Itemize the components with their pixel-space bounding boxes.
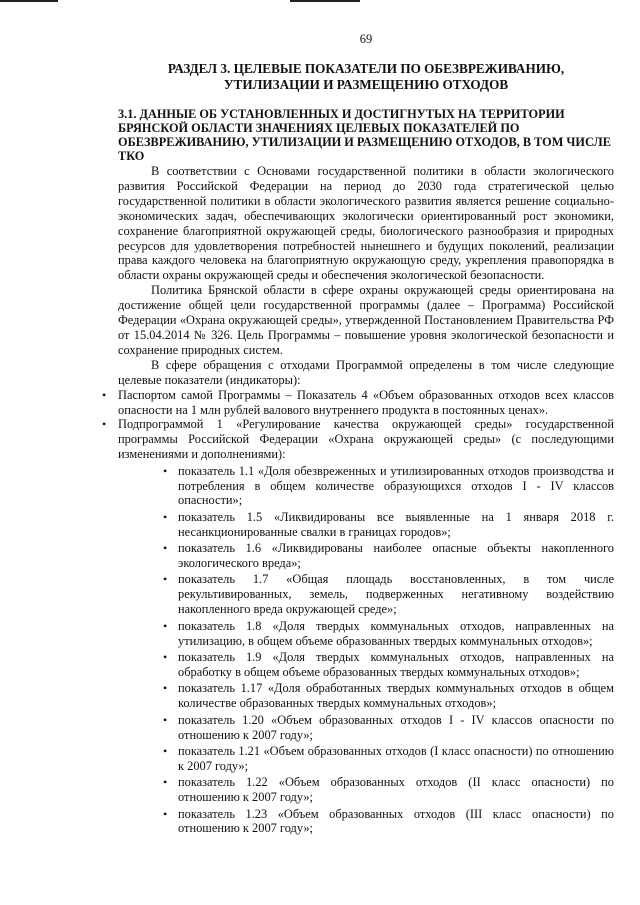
sub-list-item	[163, 541, 614, 571]
paragraph-policy: Политика Брянской области в сфере охраны окружающей среды ориентирована на достижение общей цели государственной программы (далее – Программа) Российской Федерации «Охрана окружающей среды», утвержденной Постановлением Правительства РФ от 15.04.2014 № 326. Цель Программы – повышение уровня экологической безопасности и сохранение природных систем.	[118, 283, 614, 357]
document-page	[102, 32, 614, 836]
list-item	[102, 388, 614, 418]
bullet-icon: •	[163, 572, 168, 587]
main-bullet-list	[102, 387, 614, 837]
sub-list-item	[163, 650, 614, 680]
indicator-text: показатель 1.7 «Общая площадь восстановленных, в том числе рекультивированных, земель, подверженных негативному воздействию накопленного вреда окружающей среде»;	[178, 572, 614, 617]
subsection-title: 3.1. ДАННЫЕ ОБ УСТАНОВЛЕННЫХ И ДОСТИГНУТЫХ НА ТЕРРИТОРИИ БРЯНСКОЙ ОБЛАСТИ ЗНАЧЕНИЯХ ЦЕЛЕВЫХ ПОКАЗАТЕЛЕЙ ПО ОБЕЗВРЕЖИВАНИЮ, УТИЛИЗАЦИИ И РАЗМЕЩЕНИЮ ОТХОДОВ, В ТОМ ЧИСЛЕ ТКО	[118, 107, 611, 163]
sub-list-item	[163, 713, 614, 743]
indicator-text: показатель 1.9 «Доля твердых коммунальных отходов, направленных на обработку в общем объеме образованных твердых коммунальных отходов»;	[178, 650, 614, 679]
indicator-text: показатель 1.1 «Доля обезвреженных и утилизированных отходов производства и потребления в общем количестве образующихся отходов I - IV классов опасности»;	[178, 463, 614, 508]
indicator-text: показатель 1.6 «Ликвидированы наиболее опасные объекты накопленного экологического вреда»;	[178, 541, 614, 571]
page-number: 69	[359, 32, 373, 46]
sub-list-item	[163, 744, 614, 774]
sub-list-item	[163, 807, 614, 837]
sub-list-item	[163, 619, 614, 649]
scan-artifact-line	[290, 0, 360, 2]
section-title: РАЗДЕЛ 3. ЦЕЛЕВЫЕ ПОКАЗАТЕЛИ ПО ОБЕЗВРЕЖИВАНИЮ, УТИЛИЗАЦИИ И РАЗМЕЩЕНИЮ ОТХОДОВ	[167, 61, 565, 92]
bullet-icon: •	[163, 681, 168, 696]
sub-list-item	[163, 775, 614, 805]
list-item-text: Паспортом самой Программы – Показатель 4 «Объем образованных отходов всех классов опасности на 1 млн рублей валового внутреннего продукта в постоянных ценах».	[118, 387, 614, 417]
bullet-icon: •	[163, 775, 168, 790]
bullet-icon: •	[102, 387, 107, 402]
indicator-text: показатель 1.21 «Объем образованных отходов (I класс опасности) по отношению к 2007 году»;	[178, 743, 614, 773]
bullet-icon: •	[163, 743, 168, 758]
sub-list-item	[163, 572, 614, 617]
indicator-text: показатель 1.17 «Доля обработанных твердых коммунальных отходов в общем количестве образованных твердых коммунальных отходов»;	[178, 681, 614, 711]
bullet-icon: •	[163, 650, 168, 664]
indicator-text: показатель 1.5 «Ликвидированы все выявленные на 1 января 2018 г. несанкционированные свалки в границах городов»;	[178, 509, 614, 539]
bullet-icon: •	[163, 712, 168, 727]
bullet-icon: •	[102, 417, 107, 432]
sub-list-item	[163, 510, 614, 540]
bullet-icon: •	[163, 541, 168, 556]
bullet-icon: •	[163, 463, 168, 478]
indicator-text: показатель 1.8 «Доля твердых коммунальных отходов, направленных на утилизацию, в общем объеме образованных твердых коммунальных отходов»;	[178, 618, 614, 648]
paragraph-indicators-intro: В сфере обращения с отходами Программой определены в том числе следующие целевые показатели (индикаторы):	[118, 357, 614, 387]
indicator-text: показатель 1.22 «Объем образованных отходов (II класс опасности) по отношению к 2007 году»;	[178, 775, 614, 805]
bullet-icon: •	[163, 806, 168, 821]
bullet-icon: •	[163, 618, 168, 633]
indicator-text: показатель 1.20 «Объем образованных отходов I - IV классов опасности по отношению к 2007 году»;	[178, 712, 614, 742]
scan-artifact-line	[0, 0, 58, 2]
list-item-text: Подпрограммой 1 «Регулирование качества окружающей среды» государственной программы Российской Федерации «Охрана окружающей среды» (с последующими изменениями и дополнениями):	[118, 417, 614, 462]
sub-list-item	[163, 464, 614, 509]
sub-list-item	[163, 681, 614, 711]
paragraph-strategy: В соответствии с Основами государственной политики в области экологического развития Российской Федерации на период до 2030 года стратегической целью государственной политики в области экологического развития является решение социально-экономических задач, обеспечивающих экологически ориентированный рост экономики, сохранение благоприятной окружающей среды, биологического разнообразия и природных ресурсов для удовлетворения потребностей нынешнего и будущих поколений, реализации права каждого человека на благоприятную окружающую среду, укрепления правопорядка в области охраны окружающей среды и обеспечения экологической безопасности.	[118, 164, 614, 283]
bullet-icon: •	[163, 509, 168, 524]
list-item	[102, 417, 614, 462]
indicator-text: показатель 1.23 «Объем образованных отходов (III класс опасности) по отношению к 2007 году»;	[178, 806, 614, 836]
